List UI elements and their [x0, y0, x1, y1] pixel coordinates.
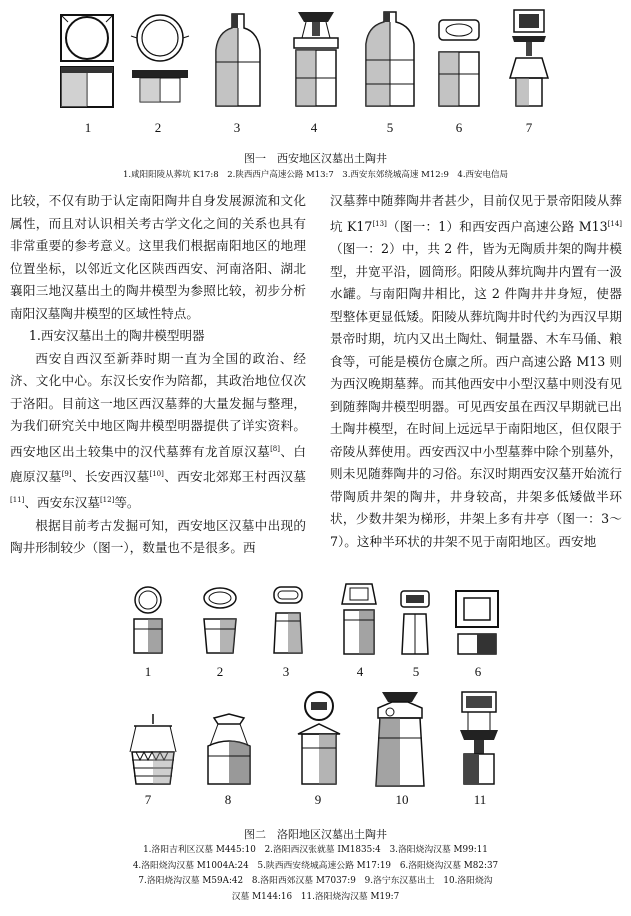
well-drawing-6: [433, 14, 485, 110]
figure-2-label-3: 3: [282, 664, 290, 679]
ref-13: [13]: [372, 219, 387, 228]
ref-14: [14]: [607, 219, 623, 228]
figure-2-label-2: 2: [216, 664, 224, 679]
left-paragraph-1: 比较，不仅有助于认定南阳陶井自身发展源流和文化属性，而且对认识相关考古学文化之间的关系也具有非常重要的参考意义。这里我们根据南阳地区的地理位置坐标，以邻近文化区陕西西安、河南洛阳、湖北襄阳三地汉墓出土的陶井模型为参照比较，初步分析南阳汉墓陶井模型的区域性特点。: [10, 193, 306, 321]
figure-2-label-5: 5: [412, 664, 420, 679]
ref-12: [12]: [99, 495, 115, 504]
figure-2-legend-line-1: 1.洛阳吉利区汉墓 M445:10 2.洛阳西汉张就墓 IM1835:4 3.洛阳烧沟汉墓 M99:11: [143, 845, 488, 855]
figure-1-legend: 1.咸阳阳陵从葬坑 K17:8 2.陕西西户高速公路 M13:7 3.西安东郊绕城高速 M12:9 4.西安电信局: [122, 170, 509, 180]
well-drawing-5: [362, 10, 418, 110]
figure-2-legend-line-4: 汉墓 M144:16 11.洛阳烧沟汉墓 M19:7: [231, 891, 400, 902]
well-drawing-2-10: [368, 688, 432, 790]
figure-2-label-7: 7: [144, 792, 152, 807]
well-drawing-4: [288, 8, 344, 110]
well-drawing-2-7: [126, 712, 180, 788]
figure-2-legend: [0, 843, 631, 905]
well-drawing-2-11: [456, 690, 502, 788]
well-drawing-2-3: [268, 583, 308, 657]
figure-2-label-8: 8: [224, 792, 232, 807]
figure-1-label-4: 4: [310, 120, 318, 135]
figure-1-label-1: 1: [84, 120, 92, 135]
figure-1-label-7: 7: [525, 120, 533, 135]
well-drawing-2-2: [200, 585, 240, 657]
ref-9: [9]: [61, 470, 72, 479]
figure-2-label-1: 1: [144, 664, 152, 679]
right-paragraph: 汉墓葬中随葬陶井者甚少，目前仅见于景帝阳陵从葬坑 K17[13]（图一：1）和西安西户高速公路 M13[14]（图一：2）中，共 2 件，皆为无陶质井架的陶井模型，井宽平沿，圆筒形。阳陵从葬坑陶井内置有一汲水罐。与南阳陶井相比，这 2 件陶井井身短，使器型整体更显低矮。阳陵从葬坑陶井时代约为西汉早期景帝时期，坑内又出土陶灶、铜量器、木车马俑、粮食等，可能是模仿仓廪之所。西户高速公路 M13 则为西汉晚期墓葬。而其他西安中小型汉墓中则没有见到随葬陶井模型明器。可见西安虽在西汉早期就已出土陶井模型，在时间上远远早于南阳地区，但仅限于帝陵从葬使用。西安西汉中小型墓葬中除个别墓外，则未见随葬陶井的习俗。东汉时期西安汉墓开始流行带陶质井架的陶井，井身较高，井架多低矮做半环状，少数井架为梯形，井架上多有井亭（图一：3～7）。这种半环状的井架不见于南阳地区。西安地: [330, 193, 623, 549]
figure-1-label-2: 2: [154, 120, 162, 135]
well-drawing-2-5: [398, 588, 432, 658]
well-drawing-2-8: [204, 712, 254, 788]
ref-10: [10]: [149, 470, 164, 479]
well-drawing-2: [128, 12, 192, 110]
section-heading: 1.西安汉墓出土的陶井模型明器: [28, 328, 205, 343]
figure-2-label-4: 4: [356, 664, 364, 679]
figure-1-label-6: 6: [455, 120, 463, 135]
left-column: [10, 190, 306, 560]
right-column: [330, 190, 622, 553]
figure-1-label-3: 3: [233, 120, 241, 135]
figure-2-label-11: 11: [473, 792, 487, 807]
well-drawing-2-4: [338, 580, 380, 658]
left-paragraph-3: 根据目前考古发掘可知，西安地区汉墓中出现的陶井形制较少（图一），数量也不是很多。西: [10, 517, 306, 556]
well-drawing-2-6: [452, 588, 502, 658]
figure-2-label-10: 10: [395, 792, 409, 807]
figure-2-caption: 图二 洛阳地区汉墓出土陶井: [244, 828, 387, 841]
figure-2-label-6: 6: [474, 664, 482, 679]
well-drawing-3: [212, 10, 264, 110]
figure-2-legend-line-3: 7.洛阳烧沟汉墓 M59A:42 8.洛阳西郊汉墓 M7037:9 9.洛宁东汉墓出土 10.洛阳烧沟: [138, 876, 493, 886]
figure-1-caption: 图一 西安地区汉墓出土陶井: [244, 152, 387, 165]
well-drawing-7: [506, 8, 552, 110]
well-drawing-2-9: [294, 690, 344, 788]
figure-2-label-9: 9: [314, 792, 322, 807]
ref-11: [11]: [10, 495, 25, 504]
figure-1-label-5: 5: [386, 120, 394, 135]
left-paragraph-2: 西安自西汉至新莽时期一直为全国的政治、经济、文化中心。东汉长安作为陪都，其政治地位仅次于洛阳。目前这一地区西汉墓葬的大量发掘与整理，为我们研究关中地区陶井模型明器提供了详实资料。西安地区出土较集中的汉代墓葬有龙首原汉墓[8]、白鹿原汉墓[9]、长安西汉墓[10]、西安北郊郑王村西汉墓[11]、西安东汉墓[12]等。: [10, 350, 307, 511]
well-drawing-1: [58, 12, 116, 110]
well-drawing-2-1: [128, 585, 168, 657]
figure-2-legend-line-2: 4.洛阳烧沟汉墓 M1004A:24 5.陕西西安绕城高速公路 M17:19 6.洛阳烧沟汉墓 M82:37: [132, 860, 499, 871]
ref-8: [8]: [270, 444, 280, 453]
